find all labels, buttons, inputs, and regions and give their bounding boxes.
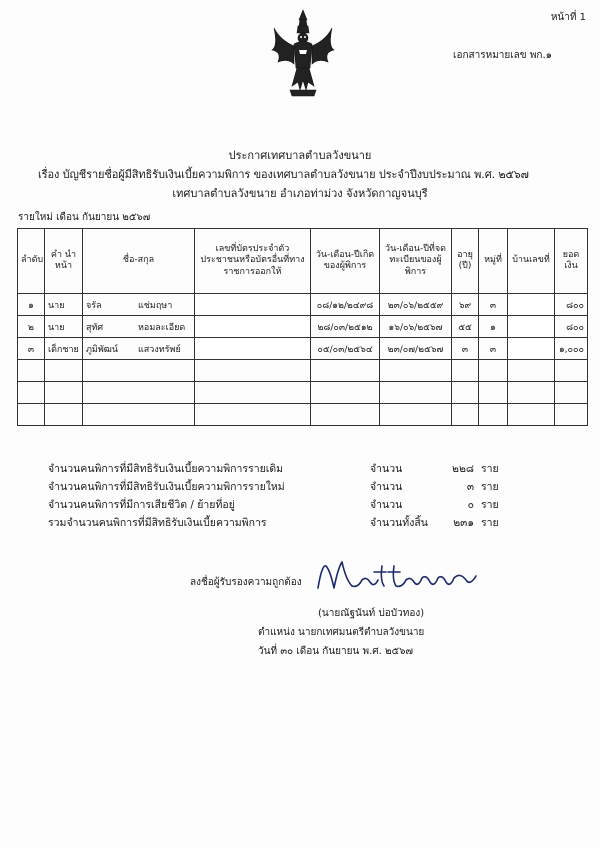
summary-unit: จำนวน [370, 463, 403, 475]
row-age: ๓ [452, 338, 479, 360]
row-prefix: เด็กชาย [45, 338, 83, 360]
last-name: แสวงทรัพย์ [138, 344, 181, 355]
row-house-no [508, 338, 555, 360]
handwritten-signature [312, 558, 482, 598]
row-name [83, 316, 195, 338]
announcement-title: ประกาศเทศบาลตำบลวังขนาย [228, 149, 372, 162]
announcement-subject: เรื่อง บัญชีรายชื่อผู้มีสิทธิรับเงินเบี้ยความพิการ ของเทศบาลตำบลวังขนาย ประจำปีงบประมาณ พ.ศ. ๒๕๖๗ [38, 168, 529, 181]
summary-row-removed [48, 496, 518, 514]
table-row [18, 316, 588, 338]
row-amount: ๘๐๐ [555, 294, 588, 316]
empty-row [18, 404, 588, 426]
first-name: ภูมิพัฒน์ [86, 344, 119, 355]
empty-row [18, 382, 588, 404]
table-subheading: รายใหม่ เดือน กันยายน ๒๕๖๗ [18, 212, 151, 223]
summary-value: ๒๒๘ [452, 463, 474, 475]
row-house-no [508, 294, 555, 316]
document-number: เอกสารหมายเลข พก.๑ [453, 50, 552, 61]
row-id-card [195, 294, 311, 316]
row-id-card [195, 316, 311, 338]
first-name: จรัล [86, 300, 102, 311]
table-header-row [18, 229, 588, 294]
signer-name: (นายณัฐนันท์ บ่อบัวทอง) [318, 608, 425, 619]
row-age: ๖๙ [452, 294, 479, 316]
row-amount: ๑,๐๐๐ [555, 338, 588, 360]
row-prefix: นาย [45, 316, 83, 338]
garuda-emblem-icon [270, 6, 336, 106]
summary-value: ๓ [466, 481, 474, 493]
beneficiary-table [17, 228, 588, 426]
row-registered-date: ๒๓/๐๖/๒๕๕๙ [380, 294, 452, 316]
announcement-location: เทศบาลตำบลวังขนาย อำเภอท่าม่วง จังหวัดกาญจนบุรี [172, 187, 428, 200]
row-registered-date: ๒๓/๐๗/๒๕๖๗ [380, 338, 452, 360]
empty-row [18, 360, 588, 382]
summary-label: จำนวนคนพิการที่มีสิทธิรับเงินเบี้ยความพิการรายใหม่ [48, 481, 285, 493]
header-moo: หมู่ที่ [479, 229, 508, 294]
summary-unit: จำนวน [370, 499, 403, 511]
redacted-block [198, 319, 307, 331]
summary-label: จำนวนคนพิการที่มีสิทธิรับเงินเบี้ยความพิการรายเดิม [48, 463, 284, 475]
summary-block [48, 460, 518, 532]
sign-label: ลงชื่อผู้รับรองความถูกต้อง [190, 577, 302, 588]
summary-value: ๒๓๑ [453, 517, 474, 529]
row-no: ๑ [18, 294, 45, 316]
row-moo: ๑ [479, 316, 508, 338]
summary-suffix: ราย [481, 481, 499, 493]
summary-label: จำนวนคนพิการที่มีการเสียชีวิต / ย้ายที่อยู่ [48, 499, 235, 511]
table-row [18, 294, 588, 316]
last-name: หอมละเอียด [138, 322, 186, 333]
summary-unit: จำนวนทั้งสิ้น [370, 517, 428, 529]
header-house-no: บ้านเลขที่ [508, 229, 555, 294]
table-row [18, 338, 588, 360]
row-moo: ๓ [479, 338, 508, 360]
page-number: หน้าที่ 1 [550, 12, 586, 23]
summary-row-existing [48, 460, 518, 478]
row-prefix: นาย [45, 294, 83, 316]
last-name: แช่มฤษา [138, 300, 173, 311]
header-age: อายุ (ปี) [452, 229, 479, 294]
row-name [83, 338, 195, 360]
header-birth-date: วัน-เดือน-ปีเกิด ของผู้พิการ [311, 229, 380, 294]
header-name: ชื่อ-สกุล [83, 229, 195, 294]
header-registered-date: วัน-เดือน-ปีที่จดทะเบียนของผู้พิการ [380, 229, 452, 294]
header-amount: ยอดเงิน [555, 229, 588, 294]
row-birth-date: ๒๘/๐๓/๒๕๑๒ [311, 316, 380, 338]
redacted-block [198, 297, 307, 309]
summary-row-total [48, 514, 518, 532]
row-house-no [508, 316, 555, 338]
row-registered-date: ๑๖/๐๖/๒๕๖๗ [380, 316, 452, 338]
summary-row-new [48, 478, 518, 496]
header-no: ลำดับ [18, 229, 45, 294]
summary-suffix: ราย [481, 517, 499, 529]
summary-label: รวมจำนวนคนพิการที่มีสิทธิรับเงินเบี้ยความพิการ [48, 517, 267, 529]
row-birth-date: ๐๕/๐๓/๒๕๖๔ [311, 338, 380, 360]
row-id-card [195, 338, 311, 360]
redacted-block [198, 341, 307, 353]
row-amount: ๘๐๐ [555, 316, 588, 338]
row-moo: ๓ [479, 294, 508, 316]
summary-value: ๐ [467, 499, 474, 511]
row-no: ๓ [18, 338, 45, 360]
header-id-card: เลขที่บัตรประจำตัวประชาชนหรือบัตรอื่นที่ทางราชการออกให้ [195, 229, 311, 294]
summary-unit: จำนวน [370, 481, 403, 493]
row-birth-date: ๐๘/๑๒/๒๔๙๘ [311, 294, 380, 316]
summary-suffix: ราย [481, 463, 499, 475]
first-name: สุทัศ [86, 322, 104, 333]
row-no: ๒ [18, 316, 45, 338]
row-name [83, 294, 195, 316]
row-age: ๕๕ [452, 316, 479, 338]
signed-date: วันที่ ๓๐ เดือน กันยายน พ.ศ. ๒๕๖๗ [258, 646, 414, 657]
summary-suffix: ราย [481, 499, 499, 511]
header-prefix: คำ นำหน้า [45, 229, 83, 294]
signer-position: ตำแหน่ง นายกเทศมนตรีตำบลวังขนาย [258, 627, 425, 638]
